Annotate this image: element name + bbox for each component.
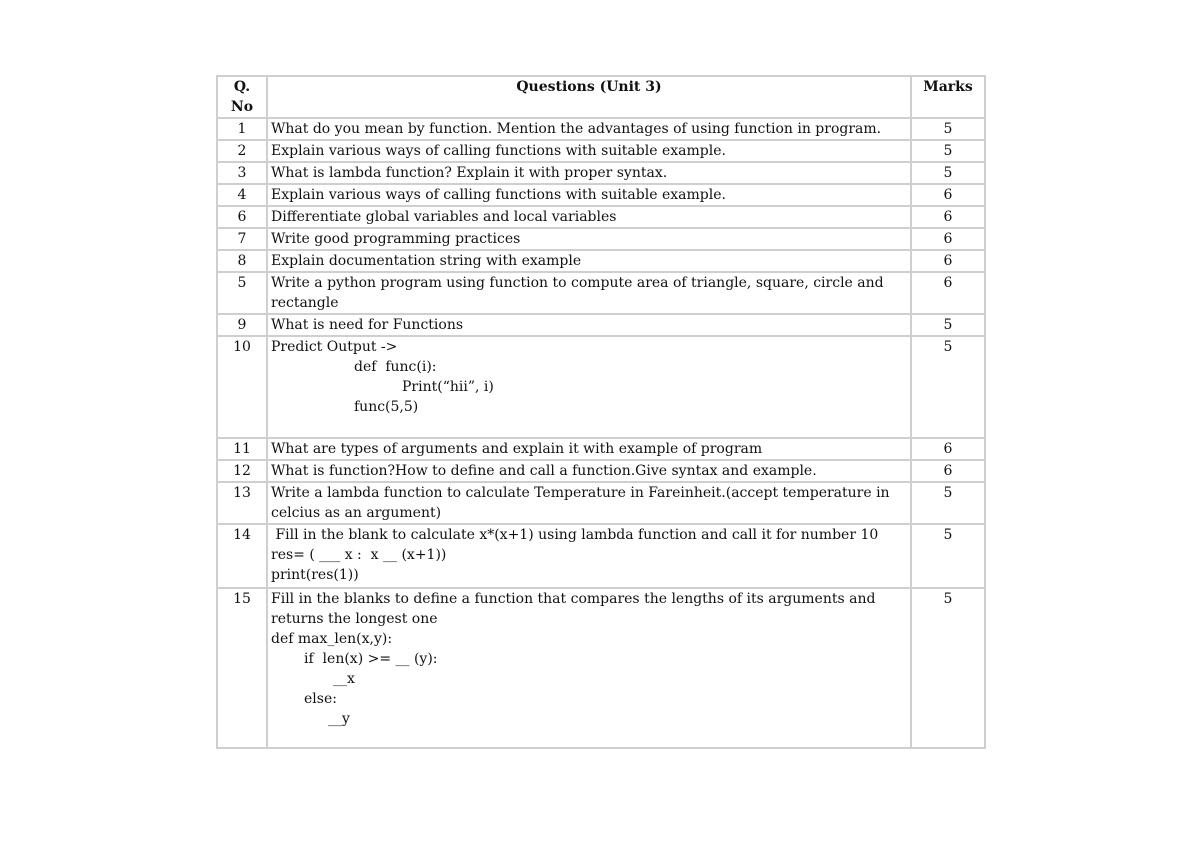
table-row	[217, 250, 985, 272]
table-row	[217, 140, 985, 162]
question-number: 13	[217, 482, 267, 524]
question-line: What are types of arguments and explain it with example of program	[271, 441, 763, 457]
code-line: __x	[333, 671, 355, 687]
code-line: Print(“hii”, i)	[402, 379, 494, 395]
question-marks: 6	[911, 206, 985, 228]
question-line: What is lambda function? Explain it with proper syntax.	[271, 165, 668, 181]
question-marks: 6	[911, 438, 985, 460]
questions-table	[216, 75, 986, 749]
question-text	[267, 206, 911, 228]
code-line: res= ( ___ x : x __ (x+1))	[271, 547, 447, 563]
table-row	[217, 588, 985, 748]
question-line: Predict Output ->	[271, 339, 398, 355]
question-marks: 5	[911, 140, 985, 162]
header-qno: Q. No	[217, 76, 267, 118]
question-text	[267, 336, 911, 438]
question-text	[267, 482, 911, 524]
code-line: def max_len(x,y):	[271, 631, 393, 647]
header-row	[217, 76, 985, 118]
question-number: 1	[217, 118, 267, 140]
code-line: def func(i):	[354, 359, 437, 375]
table-row	[217, 482, 985, 524]
question-number: 12	[217, 460, 267, 482]
table-row	[217, 336, 985, 438]
question-number: 4	[217, 184, 267, 206]
question-line: Fill in the blank to calculate x*(x+1) using lambda function and call it for number 10	[271, 527, 879, 543]
header-marks: Marks	[911, 76, 985, 118]
question-marks: 6	[911, 228, 985, 250]
question-number: 3	[217, 162, 267, 184]
code-line: else:	[304, 691, 337, 707]
question-line: Fill in the blanks to define a function that compares the lengths of its arguments and	[271, 591, 876, 607]
question-text	[267, 588, 911, 748]
question-number: 10	[217, 336, 267, 438]
question-text	[267, 314, 911, 336]
table-row	[217, 206, 985, 228]
question-line: What is function?How to define and call a function.Give syntax and example.	[271, 463, 817, 479]
question-number: 11	[217, 438, 267, 460]
question-line: rectangle	[271, 295, 339, 311]
table-row	[217, 272, 985, 314]
table-row	[217, 314, 985, 336]
question-marks: 5	[911, 524, 985, 588]
table-row	[217, 460, 985, 482]
question-line: celcius as an argument)	[271, 505, 442, 521]
question-marks: 6	[911, 272, 985, 314]
question-line: Explain various ways of calling functions with suitable example.	[271, 143, 726, 159]
question-line: Explain documentation string with example	[271, 253, 582, 269]
question-text	[267, 118, 911, 140]
question-number: 7	[217, 228, 267, 250]
question-line: Write good programming practices	[271, 231, 521, 247]
question-line: Explain various ways of calling functions with suitable example.	[271, 187, 726, 203]
question-number: 8	[217, 250, 267, 272]
question-line: What do you mean by function. Mention the advantages of using function in program.	[271, 121, 882, 137]
question-marks: 5	[911, 118, 985, 140]
table-row	[217, 524, 985, 588]
question-text	[267, 524, 911, 588]
question-text	[267, 460, 911, 482]
question-text	[267, 250, 911, 272]
question-line: Differentiate global variables and local variables	[271, 209, 617, 225]
question-number: 5	[217, 272, 267, 314]
question-number: 9	[217, 314, 267, 336]
table-row	[217, 438, 985, 460]
table-row	[217, 184, 985, 206]
question-marks: 6	[911, 250, 985, 272]
question-number: 15	[217, 588, 267, 748]
code-line: if len(x) >= __ (y):	[304, 651, 438, 667]
question-marks: 6	[911, 184, 985, 206]
question-number: 14	[217, 524, 267, 588]
question-marks: 6	[911, 460, 985, 482]
question-number: 2	[217, 140, 267, 162]
question-marks: 5	[911, 314, 985, 336]
question-marks: 5	[911, 588, 985, 748]
question-line: Write a lambda function to calculate Temperature in Fareinheit.(accept temperature in	[271, 485, 890, 501]
question-marks: 5	[911, 162, 985, 184]
header-questions: Questions (Unit 3)	[267, 76, 911, 118]
question-number: 6	[217, 206, 267, 228]
question-line: What is need for Functions	[271, 317, 464, 333]
question-text	[267, 162, 911, 184]
question-line: Write a python program using function to compute area of triangle, square, circle and	[271, 275, 884, 291]
code-line: print(res(1))	[271, 567, 359, 583]
question-line: returns the longest one	[271, 611, 438, 627]
table-row	[217, 228, 985, 250]
table-row	[217, 162, 985, 184]
question-text	[267, 272, 911, 314]
code-line: func(5,5)	[354, 399, 419, 415]
question-text	[267, 438, 911, 460]
question-marks: 5	[911, 336, 985, 438]
question-text	[267, 228, 911, 250]
question-text	[267, 184, 911, 206]
question-marks: 5	[911, 482, 985, 524]
table-row	[217, 118, 985, 140]
question-text	[267, 140, 911, 162]
code-line: __y	[328, 711, 350, 727]
